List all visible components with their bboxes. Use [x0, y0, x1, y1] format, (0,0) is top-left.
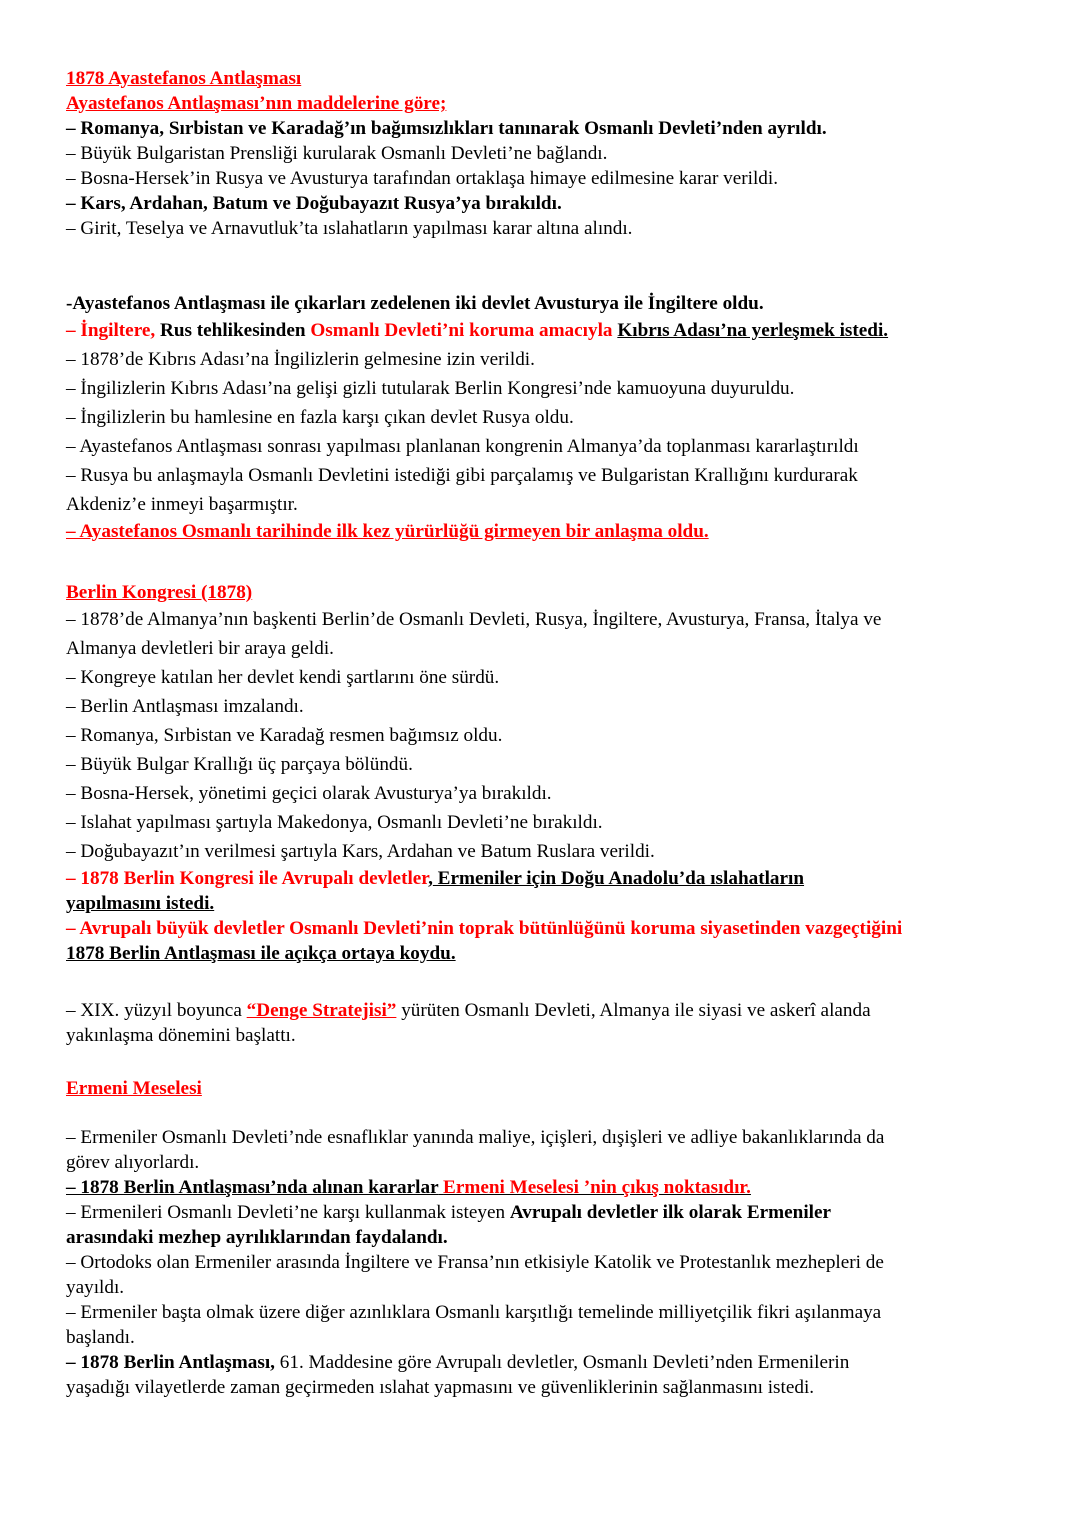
sect-bold: Avrupalı devletler ilk olarak Ermeniler	[509, 1202, 832, 1223]
sect-text: – Ermenileri Osmanlı Devleti’ne karşı kullanmak isteyen	[66, 1202, 510, 1223]
armenian-question-title: Ermeni Meselesi	[66, 1078, 202, 1099]
ayastefanos-title: 1878 Ayastefanos Antlaşması	[66, 68, 302, 89]
ayastefanos-subtitle: Ayastefanos Antlaşması’nın maddelerine göre;	[66, 93, 447, 114]
armenian-origin-line	[66, 1175, 1026, 1200]
berlin-intro-1: – 1878’de Almanya’nın başkenti Berlin’de Osmanlı Devleti, Rusya, İngiltere, Avusturya, Fransa, İtalya ve	[66, 609, 882, 630]
article-61-bold: – 1878 Berlin Antlaşması,	[66, 1352, 275, 1373]
berlin-intro-2: Almanya devletleri bir araya geldi.	[66, 638, 334, 659]
sect-line-2: arasındaki mezhep ayrılıklarından faydalandı.	[66, 1227, 448, 1248]
berlin-title: Berlin Kongresi (1878)	[66, 582, 253, 603]
berlin-item-6: – Islahat yapılması şartıyla Makedonya, Osmanlı Devleti’ne bırakıldı.	[66, 812, 603, 833]
ayastefanos-item-5: – Girit, Teselya ve Arnavutluk’ta ıslahatların yapılması karar altına alındı.	[66, 218, 633, 239]
berlin-item-4: – Büyük Bulgar Krallığı üç parçaya bölündü.	[66, 754, 413, 775]
cyprus-item-3: – İngilizlerin bu hamlesine en fazla karşı çıkan devlet Rusya oldu.	[66, 407, 574, 428]
spacer	[66, 966, 1026, 998]
ayastefanos-item-3: – Bosna-Hersek’in Rusya ve Avusturya tarafından ortaklaşa himaye edilmesine karar verildi.	[66, 168, 779, 189]
territorial-integrity-line-1: – Avrupalı büyük devletler Osmanlı Devleti’nin toprak bütünlüğünü koruma siyasetinden vazgeçtiğini	[66, 918, 903, 939]
armenian-origin-red: Ermeni Meselesi ’nin çıkış noktasıdır.	[443, 1177, 751, 1198]
interests-intro: -Ayastefanos Antlaşması ile çıkarları zedelenen iki devlet Avusturya ile İngiltere oldu.	[66, 293, 764, 314]
armenian-reform-red: – 1878 Berlin Kongresi ile Avrupalı devletler	[66, 868, 429, 889]
balance-line-1	[66, 998, 1026, 1023]
document-page	[66, 66, 1026, 1400]
england-cyprus: Kıbrıs Adası’na yerleşmek istedi.	[617, 320, 889, 341]
russia-line-1: – Rusya bu anlaşmayla Osmanlı Devletini istediği gibi parçalamış ve Bulgaristan Krallığını kurdurarak	[66, 465, 858, 486]
sect-line-1	[66, 1200, 1026, 1225]
england-text: Rus tehlikesinden	[155, 320, 311, 341]
armenian-roles-2: görev alıyorlardı.	[66, 1152, 200, 1173]
armenian-reform-text: Ermeniler için Doğu Anadolu’da ıslahatların	[432, 868, 805, 889]
ayastefanos-item-2: – Büyük Bulgaristan Prensliği kurularak Osmanlı Devleti’ne bağlandı.	[66, 143, 608, 164]
balance-text-a: – XIX. yüzyıl boyunca	[66, 1000, 247, 1021]
nationalism-line-2: başlandı.	[66, 1327, 135, 1348]
russia-line-2: Akdeniz’e inmeyi başarmıştır.	[66, 494, 298, 515]
spacer	[66, 241, 1026, 291]
armenian-reform-line-2: yapılmasını istedi.	[66, 893, 215, 914]
armenian-reform-comma: ,	[428, 868, 433, 889]
berlin-item-5: – Bosna-Hersek, yönetimi geçici olarak Avusturya’ya bırakıldı.	[66, 783, 552, 804]
cyprus-item-2: – İngilizlerin Kıbrıs Adası’na gelişi gizli tutularak Berlin Kongresi’nde kamuoyuna duyuruldu.	[66, 378, 795, 399]
nationalism-line-1: – Ermeniler başta olmak üzere diğer azınlıklara Osmanlı karşıtlığı temelinde milliyetçilik fikri aşılanmaya	[66, 1302, 882, 1323]
berlin-item-3: – Romanya, Sırbistan ve Karadağ resmen bağımsız oldu.	[66, 725, 503, 746]
armenian-roles-1: – Ermeniler Osmanlı Devleti’nde esnaflıklar yanında maliye, içişleri, dışişleri ve adliye bakanlıklarında da	[66, 1127, 885, 1148]
spacer	[66, 1048, 1026, 1076]
england-aim: Osmanlı Devleti’ni koruma amacıyla	[310, 320, 613, 341]
armenian-origin-text: – 1878 Berlin Antlaşması’nda alınan kararlar	[66, 1177, 439, 1198]
orthodox-line-1: – Ortodoks olan Ermeniler arasında İngiltere ve Fransa’nın etkisiyle Katolik ve Protestanlık mezhepleri de	[66, 1252, 884, 1273]
spacer	[66, 1101, 1026, 1125]
berlin-item-2: – Berlin Antlaşması imzalandı.	[66, 696, 304, 717]
balance-line-2: yakınlaşma dönemini başlattı.	[66, 1025, 296, 1046]
berlin-item-7: – Doğubayazıt’ın verilmesi şartıyla Kars, Ardahan ve Batum Ruslara verildi.	[66, 841, 655, 862]
cyprus-item-4: – Ayastefanos Antlaşması sonrası yapılması planlanan kongrenin Almanya’da toplanması kararlaştırıldı	[66, 436, 859, 457]
territorial-integrity-line-2: 1878 Berlin Antlaşması ile açıkça ortaya koydu.	[66, 943, 456, 964]
article-61-line-2: yaşadığı vilayetlerde zaman geçirmeden ıslahat yapmasını ve güvenliklerinin sağlanmasını istedi.	[66, 1377, 815, 1398]
spacer	[66, 544, 1026, 580]
ayastefanos-item-1: – Romanya, Sırbistan ve Karadağ’ın bağımsızlıkları tanınarak Osmanlı Devleti’nden ayrıldı.	[66, 118, 827, 139]
article-61-line-1	[66, 1350, 1026, 1375]
cyprus-item-1: – 1878’de Kıbrıs Adası’na İngilizlerin gelmesine izin verildi.	[66, 349, 535, 370]
ayastefanos-first: – Ayastefanos Osmanlı tarihinde ilk kez yürürlüğü girmeyen bir anlaşma oldu.	[66, 521, 709, 542]
balance-text-b: yürüten Osmanlı Devleti, Almanya ile siyasi ve askerî alanda	[396, 1000, 871, 1021]
balance-strategy: “Denge Stratejisi”	[246, 1000, 397, 1021]
england-label: – İngiltere,	[66, 320, 156, 341]
orthodox-line-2: yayıldı.	[66, 1277, 125, 1298]
berlin-item-1: – Kongreye katılan her devlet kendi şartlarını öne sürdü.	[66, 667, 500, 688]
ayastefanos-item-4: – Kars, Ardahan, Batum ve Doğubayazıt Rusya’ya bırakıldı.	[66, 193, 562, 214]
england-cyprus-line	[66, 316, 1026, 345]
armenian-reform-line-1	[66, 866, 1026, 891]
article-61-text: 61. Maddesine göre Avrupalı devletler, Osmanlı Devleti’nden Ermenilerin	[274, 1352, 850, 1373]
